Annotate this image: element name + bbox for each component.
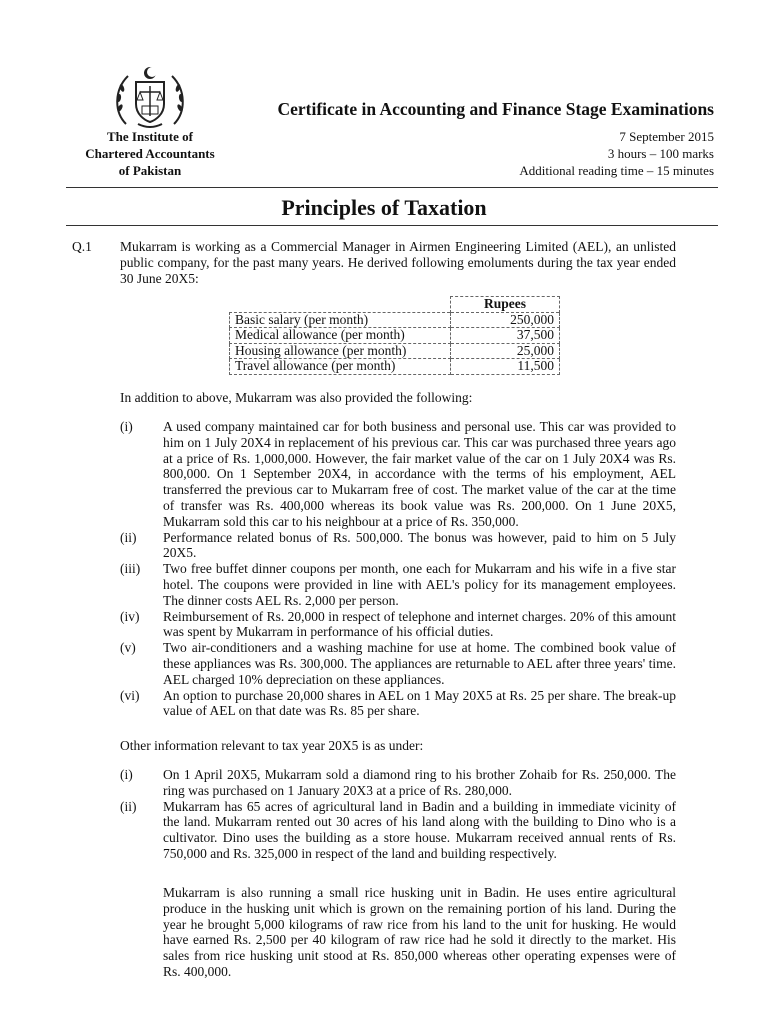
list-item-text: An option to purchase 20,000 shares in AEL on 1 May 20X5 at Rs. 25 per share. The break-up value of AEL on that date was Rs. 85 per share. bbox=[163, 687, 676, 719]
list-item-number: (ii) bbox=[120, 798, 137, 814]
list-item-text: A used company maintained car for both business and personal use. This car was provided to him on 1 July 20X4 in replacement of his previous car. This car was purchased three years ago at a price of Rs. 1,000,000. However, the fair market value of the car on 1 July 20X4 was Rs. 800,000. On 1 September 20X4, in accordance with the terms of his employment, AEL transferred the previous car to Mukarram free of cost. The market value of the car at the time of transfer was Rs. 400,000 whereas its book value was Rs. 200,000. On 1 June 20X5, Mukarram sold this car to his neighbour at a price of Rs. 350,000. bbox=[163, 419, 676, 529]
exam-duration: 3 hours – 100 marks bbox=[607, 146, 714, 161]
paper-title: Principles of Taxation bbox=[281, 195, 487, 220]
title-divider bbox=[66, 225, 718, 226]
exam-reading-time: Additional reading time – 15 minutes bbox=[519, 163, 714, 178]
table-cell-amount: 11,500 bbox=[451, 359, 560, 375]
table-cell-label: Travel allowance (per month) bbox=[230, 359, 451, 375]
exam-date: 7 September 2015 bbox=[619, 129, 714, 144]
list-item-text: Mukarram has 65 acres of agricultural land in Badin and a building in immediate vicinity of the land. Mukarram rented out 30 acres of his land along with the building to Dino who is a cultivator. Dino uses the building as a store house. Mukarram received annual rents of Rs. 750,000 and Rs. 325,000 in respect of the land and building respectively. bbox=[163, 798, 676, 861]
rice-husking-paragraph: Mukarram is also running a small rice husking unit in Badin. He uses entire agricultural produce in the husking unit which is grown on the remaining portion of his land. During the year he brought 5,000 kilograms of raw rice from his land to the unit for husking. He would have earned Rs. 2,500 per 40 kilogram of raw rice had he sold it directly to the market. His sales from rice husking unit stood at Rs. 850,000 whereas other operating expenses were of Rs. 400,000. bbox=[163, 885, 676, 979]
list-item bbox=[120, 688, 676, 720]
list-item-number: (v) bbox=[120, 640, 136, 656]
benefits-list bbox=[120, 419, 676, 719]
list-item-text: Reimbursement of Rs. 20,000 in respect of telephone and internet charges. 20% of this amount was spent by Mukarram in performance of his official duties. bbox=[163, 608, 676, 640]
institute-line: of Pakistan bbox=[118, 163, 182, 178]
table-cell-label: Medical allowance (per month) bbox=[230, 328, 451, 344]
list-item bbox=[120, 561, 676, 608]
list-item-text: On 1 April 20X5, Mukarram sold a diamond ring to his brother Zohaib for Rs. 250,000. The ring was purchased on 1 January 20X3 at a price of Rs. 280,000. bbox=[163, 767, 676, 798]
list-item-text: Performance related bonus of Rs. 500,000. The bonus was however, paid to him on 5 July 20X5. bbox=[163, 529, 676, 561]
list-item bbox=[120, 799, 676, 862]
list-item-number: (i) bbox=[120, 767, 133, 782]
list-item-number: (i) bbox=[120, 419, 133, 434]
list-item-text: Two air-conditioners and a washing machine for use at home. The combined book value of these appliances was Rs. 300,000. The appliances are returnable to AEL after three years' time. AEL charged 10% depreciation on these appliances. bbox=[163, 640, 676, 687]
list-item-text: Two free buffet dinner coupons per month, one each for Mukarram and his wife in a five star hotel. The coupons were provided in line with AEL's policy for its management employees. The dinner costs AEL Rs. 2,000 per person. bbox=[163, 561, 676, 608]
exam-meta bbox=[440, 128, 714, 179]
list-item-number: (ii) bbox=[120, 529, 137, 545]
institute-line: Chartered Accountants bbox=[85, 146, 215, 161]
header-divider bbox=[66, 187, 718, 188]
table-cell-label: Basic salary (per month) bbox=[230, 312, 451, 328]
other-info-list bbox=[120, 767, 676, 862]
question-number: Q.1 bbox=[72, 239, 92, 254]
institute-line: The Institute of bbox=[107, 129, 193, 144]
table-row bbox=[230, 312, 560, 328]
list-item bbox=[120, 609, 676, 641]
list-item bbox=[120, 767, 676, 799]
additional-intro: In addition to above, Mukarram was also provided the following: bbox=[120, 390, 473, 405]
table-row bbox=[230, 343, 560, 359]
list-item bbox=[120, 640, 676, 687]
table-cell-label: Housing allowance (per month) bbox=[230, 343, 451, 359]
institute-name bbox=[62, 128, 238, 179]
table-row bbox=[230, 359, 560, 375]
question-intro: Mukarram is working as a Commercial Manager in Airmen Engineering Limited (AEL), an unlisted public company, for the past many years. He derived following emoluments during the tax year ended 30 June 20X5: bbox=[120, 239, 676, 286]
table-cell-amount: 250,000 bbox=[451, 312, 560, 328]
list-item-number: (iv) bbox=[120, 608, 140, 624]
table-header-row bbox=[230, 297, 560, 313]
table-cell-amount: 25,000 bbox=[451, 343, 560, 359]
exam-title: Certificate in Accounting and Finance Stage Examinations bbox=[277, 99, 714, 119]
table-cell-amount: 37,500 bbox=[451, 328, 560, 344]
list-item bbox=[120, 419, 676, 530]
list-item bbox=[120, 530, 676, 562]
table-row bbox=[230, 328, 560, 344]
list-item-number: (vi) bbox=[120, 687, 140, 703]
list-item-number: (iii) bbox=[120, 561, 141, 577]
emoluments-table bbox=[229, 296, 560, 375]
table-column-header: Rupees bbox=[451, 297, 560, 313]
other-info-intro: Other information relevant to tax year 20X5 is as under: bbox=[120, 738, 424, 753]
icap-crest-icon bbox=[112, 64, 188, 130]
